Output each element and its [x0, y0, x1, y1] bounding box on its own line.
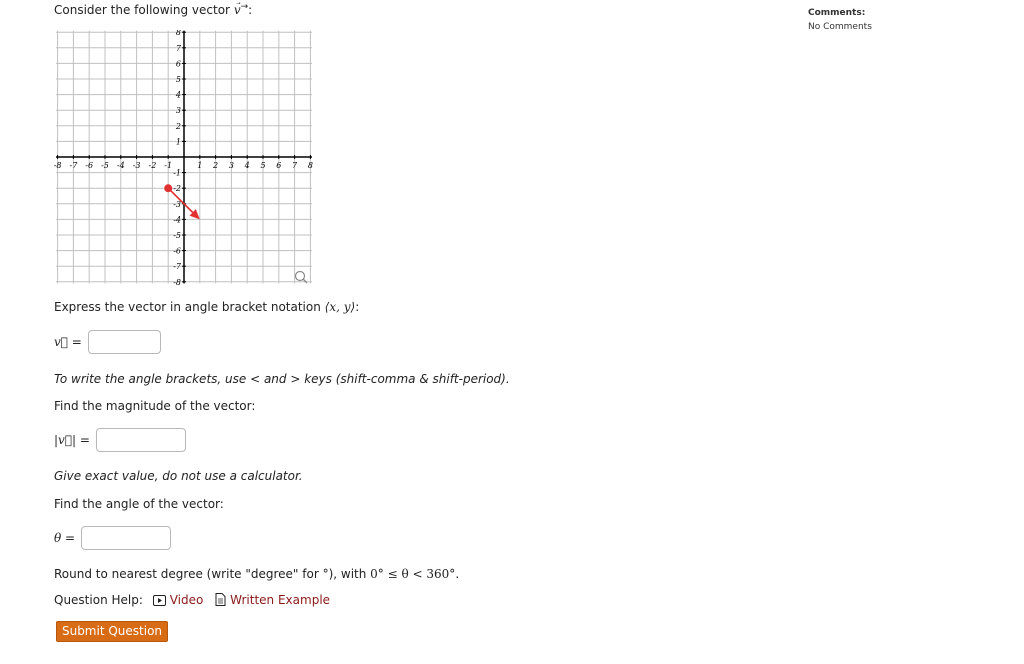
vector-tail-point	[164, 184, 172, 192]
x-tick-label: 2	[213, 161, 219, 170]
x-tick-label: -7	[69, 161, 78, 170]
prompt-text: Consider the following vector	[54, 3, 234, 17]
vector-v-label: v⃗ =	[54, 335, 82, 349]
angle-instruction: Find the angle of the vector:	[54, 497, 224, 511]
y-tick-label: -4	[173, 215, 181, 225]
angle-answer-input[interactable]	[81, 526, 171, 550]
part1-instruction: Express the vector in angle bracket notation ⟨x, y⟩:	[54, 300, 360, 314]
y-tick-label: -6	[173, 246, 181, 256]
magnitude-answer-input[interactable]	[96, 428, 186, 452]
vector-answer-input[interactable]	[88, 330, 161, 354]
y-tick-label: 2	[175, 121, 181, 131]
y-tick-label: -1	[173, 168, 181, 178]
x-tick-label: -1	[164, 161, 173, 170]
vector-graph	[54, 30, 314, 288]
angle-bracket-hint: To write the angle brackets, use < and > keys (shift-comma & shift-period).	[54, 372, 510, 386]
x-tick-label: -4	[116, 161, 125, 170]
vector-arrow-icon: ⃗→	[240, 2, 249, 12]
y-tick-label: 3	[175, 106, 181, 116]
y-tick-label: 7	[175, 43, 181, 53]
vector-symbol: v	[233, 3, 241, 17]
question-prompt	[54, 2, 252, 17]
x-tick-label: -6	[85, 161, 94, 170]
y-tick-label: -3	[173, 199, 181, 209]
x-tick-label: 4	[244, 161, 250, 170]
magnitude-label: |v⃗| =	[54, 433, 90, 447]
question-help	[54, 593, 330, 607]
document-icon	[215, 593, 226, 606]
video-link[interactable]: Video	[153, 593, 207, 607]
x-tick-label: 1	[197, 161, 203, 170]
x-tick-label: -5	[101, 161, 109, 170]
x-tick-label: -2	[148, 161, 157, 170]
angle-bracket-notation: ⟨x, y⟩	[324, 300, 356, 314]
theta-label: θ =	[54, 531, 76, 545]
submit-question-button[interactable]: Submit Question	[56, 621, 168, 642]
magnitude-instruction: Find the magnitude of the vector:	[54, 399, 256, 413]
y-tick-label: -8	[173, 277, 181, 287]
y-tick-label: -2	[173, 184, 181, 194]
comments-title: Comments:	[808, 8, 866, 18]
y-tick-label: 6	[175, 59, 181, 69]
x-tick-label: 8	[307, 161, 313, 170]
comments-body: No Comments	[808, 22, 872, 32]
written-example-link[interactable]: Written Example	[215, 593, 330, 607]
rounding-note: Round to nearest degree (write "degree" for °), with 0° ≤ θ < 360°.	[54, 567, 460, 581]
x-tick-label: 5	[260, 161, 266, 170]
exact-value-hint: Give exact value, do not use a calculator.	[54, 469, 303, 483]
angle-range: 0° ≤ θ < 360°	[370, 567, 456, 581]
help-label: Question Help:	[54, 593, 143, 607]
y-tick-label: 4	[175, 90, 181, 100]
x-tick-label: -8	[54, 161, 62, 170]
zoom-magnifier-icon[interactable]	[296, 272, 308, 284]
x-tick-label: 7	[292, 161, 298, 170]
x-tick-label: 3	[228, 161, 234, 170]
x-tick-label: 6	[276, 161, 282, 170]
y-tick-label: -7	[173, 262, 181, 272]
x-tick-label: -3	[132, 161, 141, 170]
video-play-icon	[153, 595, 166, 606]
y-tick-label: 8	[175, 30, 181, 38]
y-tick-label: -5	[173, 231, 181, 240]
prompt-colon: :	[248, 3, 253, 17]
y-tick-label: 5	[175, 75, 181, 84]
y-tick-label: 1	[175, 137, 181, 147]
